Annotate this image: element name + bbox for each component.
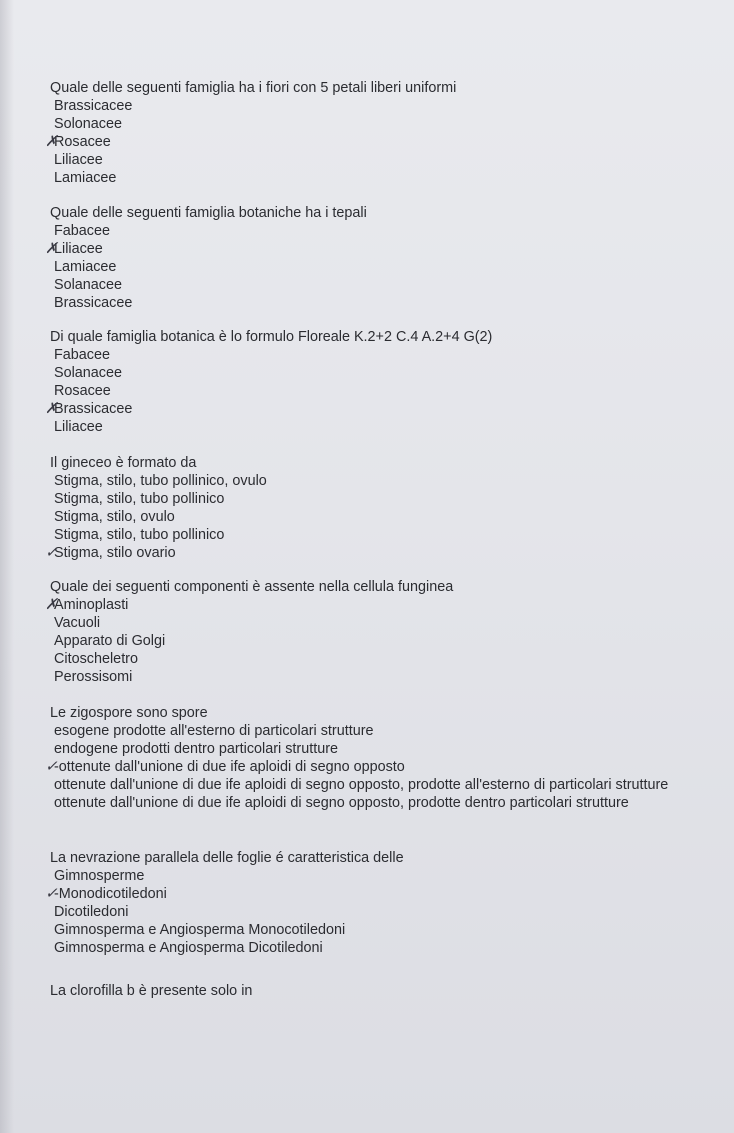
option-marked: ✗ Aminoplasti [45,596,129,613]
option: Brassicacee [54,295,133,311]
question-text: Quale delle seguenti famiglia ha i fiori con 5 petali liberi uniformi [50,80,457,96]
question-5 [45,578,710,686]
question-7 [45,849,710,957]
option-marked: ✓ -Monodicotiledoni [45,885,167,902]
question-text: Quale delle seguenti famiglia botaniche ha i tepali [50,205,367,221]
option: Vacuoli [54,615,101,631]
option-marked: ✓ Stigma, stilo ovario [45,544,176,561]
check-mark-icon: ✗ [45,240,58,257]
option: Lamiacee [54,170,117,186]
option-marked: ✗ Liliacee [45,240,103,257]
option: Gimnosperma e Angiosperma Monocotiledoni [54,922,346,938]
check-mark-icon: ✗ [45,133,58,150]
question-8 [50,982,710,1000]
option-marked: ✗ Brassicacee [45,400,133,417]
option: Gimnosperme [54,868,145,884]
question-6 [45,704,710,812]
check-mark-icon: ✓ [45,758,58,775]
question-text: Il gineceo è formato da [50,455,197,471]
option: Lamiacee [54,259,117,275]
option: endogene prodotti dentro particolari strutture [54,741,338,757]
option: Stigma, stilo, ovulo [54,509,175,525]
question-1 [45,79,710,187]
question-3 [45,328,710,436]
option: Solonacee [54,116,123,132]
option: Liliacee [54,419,103,435]
page-shadow [0,0,14,1133]
option: Brassicacee [54,98,133,114]
check-mark-icon: ✗ [45,400,58,417]
option: Stigma, stilo, tubo pollinico [54,527,225,543]
option: ottenute dall'unione di due ife aploidi di segno opposto, prodotte all'esterno di particolari strutture [54,777,669,793]
question-2 [45,204,710,312]
option: Fabacee [54,347,111,363]
option: Perossisomi [54,669,133,685]
option: Gimnosperma e Angiosperma Dicotiledoni [54,940,323,956]
option-marked: ✗ Rosacee [45,133,111,150]
check-mark-icon: ✓ [45,544,58,561]
option: Solanacee [54,365,123,381]
option: esogene prodotte all'esterno di particolari strutture [54,723,374,739]
check-mark-icon: ✓ [45,885,58,902]
option: Solanacee [54,277,123,293]
question-text: La nevrazione parallela delle foglie é caratteristica delle [50,850,404,866]
question-text: La clorofilla b è presente solo in [50,983,253,999]
question-text: Di quale famiglia botanica è lo formulo Floreale K.2+2 C.4 A.2+4 G(2) [50,329,493,345]
option: Dicotiledoni [54,904,129,920]
option: Apparato di Golgi [54,633,166,649]
option-marked: ✓ -ottenute dall'unione di due ife aploidi di segno opposto [45,758,405,775]
question-text: Quale dei seguenti componenti è assente nella cellula funginea [50,579,454,595]
option: Stigma, stilo, tubo pollinico [54,491,225,507]
option: Citoscheletro [54,651,138,667]
option: ottenute dall'unione di due ife aploidi di segno opposto, prodotte dentro particolari strutture [54,795,629,811]
option: Rosacee [54,383,111,399]
option: Stigma, stilo, tubo pollinico, ovulo [54,473,267,489]
question-4 [45,454,710,562]
check-mark-icon: ✗ [45,596,58,613]
question-text: Le zigospore sono spore [50,705,208,721]
option: Liliacee [54,152,103,168]
option: Fabacee [54,223,111,239]
